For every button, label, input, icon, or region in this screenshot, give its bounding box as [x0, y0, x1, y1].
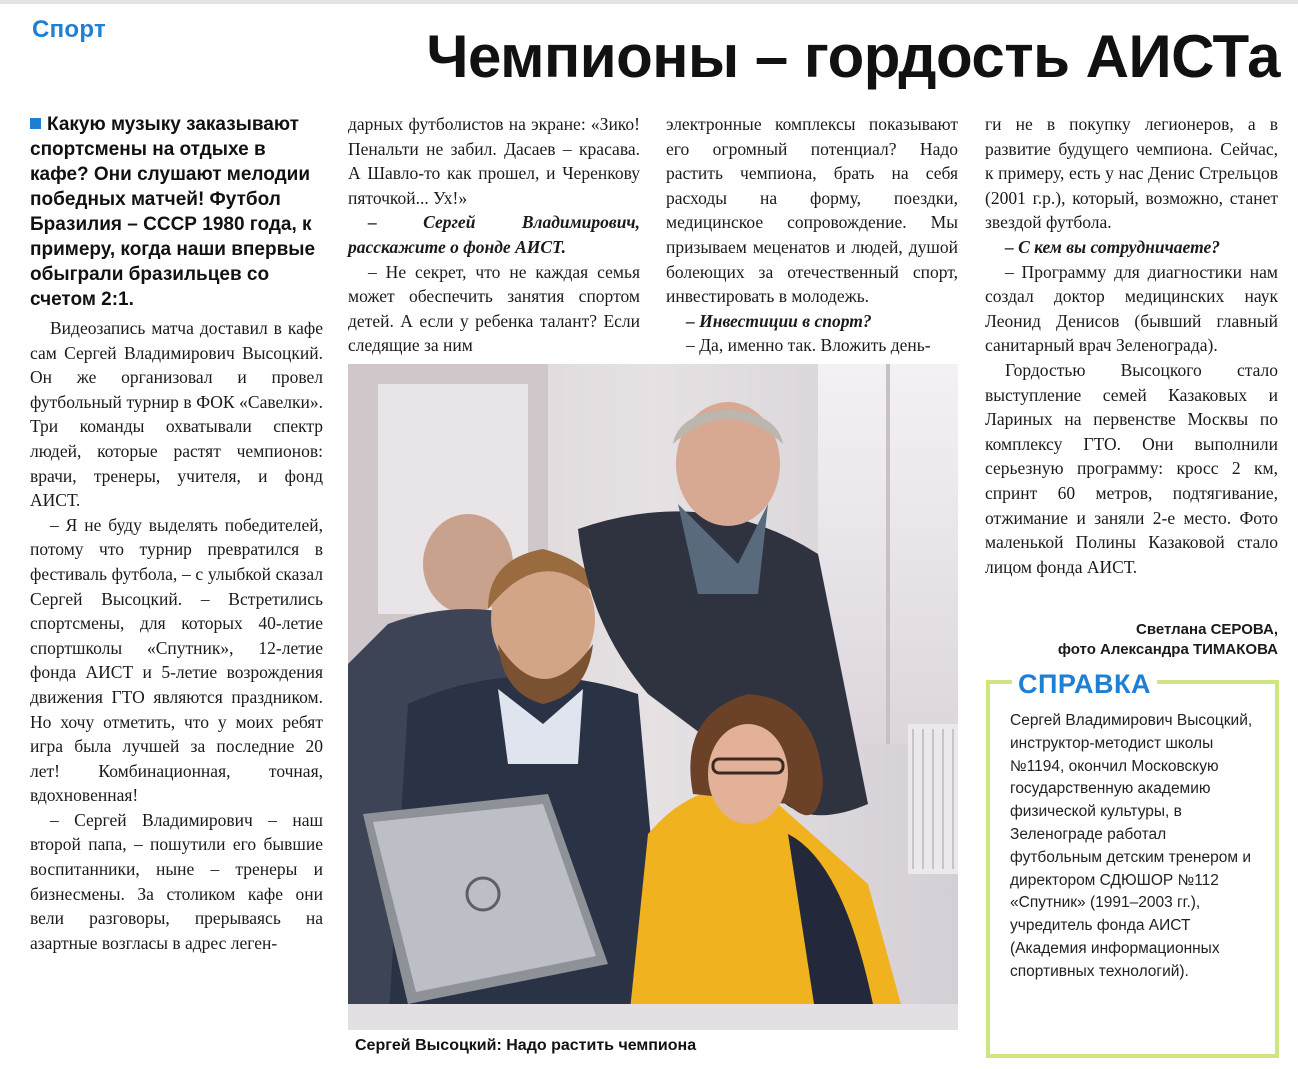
info-box-title: СПРАВКА: [1012, 669, 1157, 700]
paragraph: – Я не буду выделять победителей, потому что турнир превратился в фестиваль футбола, – с улыбкой сказал Сергей Высоцкий. – Встретились спортсмены, для которых 40-летие спортшколы «Спутник», 12-летие фонда АИСТ и 5-летие возрождения движения ГТО являются праздником. Но хочу отметить, что у моих ребят игра была лучшей за последние 20 лет! Комбинационная, точная, вдохновенная!: [30, 514, 323, 806]
article-column-4: [985, 112, 1278, 579]
paragraph: – Не секрет, что не каждая семья может обеспечить занятия спортом детей. А если у ребенка талант? Если следящие за ним: [348, 261, 640, 356]
section-rubric: Спорт: [32, 16, 107, 43]
article-column-3: [666, 112, 958, 358]
paragraph: – Программу для диагностики нам создал доктор медицинских наук Леонид Денисов (бывший главный санитарный врач Зеленограда).: [985, 261, 1278, 356]
photo-caption: Сергей Высоцкий: Надо растить чемпиона: [355, 1037, 697, 1054]
headline: Чемпионы – гордость АИСТа: [426, 23, 1280, 90]
photo-illustration: [348, 364, 958, 1030]
blue-square-icon: [30, 118, 41, 129]
article-photo: [348, 364, 958, 1030]
paragraph: электронные комплексы показывают его огромный потенциал? Надо растить чемпиона, брать на себя расходы на форму, поездки, медицинское сопровождение. Мы призываем меценатов и людей, душой болеющих за отечественный спорт, инвестировать в молодежь.: [666, 114, 958, 307]
paragraph: Видеозапись матча доставил в кафе сам Сергей Владимирович Высоцкий. Он же организовал и провел футбольный турнир в ФОК «Савелки». Три команды охватывали спектр людей, которые растят чемпионов: врачи, тренеры, учителя, и фонд АИСТ.: [30, 318, 323, 511]
byline: [985, 620, 1278, 660]
info-box: [986, 669, 1279, 1058]
interview-question: – С кем вы сотрудничаете?: [1005, 236, 1220, 257]
top-rule: [0, 0, 1298, 4]
paragraph: дарных футболистов на экране: «Зико! Пенальти не забил. Дасаев – красава. А Шавло-то как прошел, и Черенкову пяточкой... Ух!»: [348, 114, 640, 208]
article-column-2: [348, 112, 640, 358]
photo-credit: фото Александра ТИМАКОВА: [1057, 641, 1278, 658]
paragraph: – Сергей Владимирович – наш второй папа, – пошутили его бывшие воспитанники, ныне – тренеры и бизнесмены. За столиком кафе они вели разговоры, прерываясь на азартные возгласы в адрес леген-: [30, 809, 323, 953]
lead-paragraph: Какую музыку заказывают спортсмены на отдыхе в кафе? Они слушают мелодии победных матчей! Футбол Бразилия – СССР 1980 года, к примеру, когда наши впервые обыграли бразильцев со счетом 2:1.: [30, 114, 316, 310]
paragraph: ги не в покупку легионеров, а в развитие будущего чемпиона. Сейчас, к примеру, есть у нас Денис Стрельцов (2001 г.р.), который, возможно, станет звездой футбола.: [985, 114, 1278, 233]
interview-question: – Инвестиции в спорт?: [686, 310, 872, 331]
interview-question: – Сергей Владимирович, расскажите о фонде АИСТ.: [348, 212, 640, 257]
article-column-1: [30, 112, 323, 955]
info-box-text: Сергей Владимирович Высоцкий, инструктор-методист школы №1194, окончил Московскую государственную академию физической культуры, в Зеленограде работал футбольным детским тренером и директором СДЮШОР №112 «Спутник» (1991–2003 гг.), учредитель фонда АИСТ (Академия информационных спортивных технологий).: [1010, 712, 1253, 980]
paragraph: Гордостью Высоцкого стало выступление семей Казаковых и Лариных на первенстве Москвы по комплексу ГТО. Они выполнили серьезную программу: кросс 2 км, спринт 60 метров, подтягивание, отжимание и заняли 2-е место. Фото маленькой Полины Казаковой стало лицом фонда АИСТ.: [985, 359, 1278, 577]
author-credit: Светлана СЕРОВА,: [1136, 621, 1278, 638]
paragraph: – Да, именно так. Вложить день-: [686, 335, 931, 356]
